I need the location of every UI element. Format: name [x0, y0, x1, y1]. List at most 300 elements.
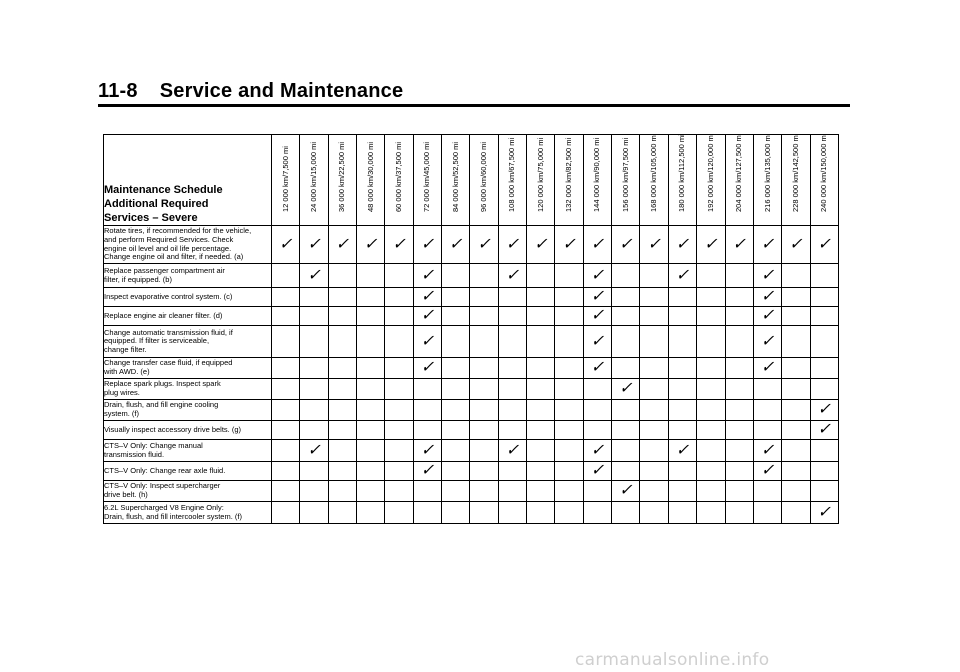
interval-label: 168 000 km/105,000 mi	[649, 133, 659, 212]
schedule-cell	[413, 358, 441, 379]
schedule-cell	[810, 288, 838, 307]
schedule-cell	[782, 264, 810, 288]
schedule-cell	[470, 379, 498, 400]
check-mark-icon: ✓	[307, 264, 321, 284]
schedule-cell	[470, 226, 498, 264]
schedule-cell	[555, 421, 583, 440]
schedule-cell	[725, 462, 753, 481]
schedule-cell	[583, 264, 611, 288]
service-line: 6.2L Supercharged V8 Engine Only:	[104, 502, 224, 512]
schedule-cell	[640, 502, 668, 524]
check-mark-icon: ✓	[562, 233, 576, 253]
interval-label: 216 000 km/135,000 mi	[762, 133, 772, 212]
interval-header	[413, 135, 441, 226]
schedule-cell	[668, 288, 696, 307]
interval-label: 132 000 km/82,500 mi	[564, 137, 574, 212]
schedule-cell	[357, 421, 385, 440]
schedule-cell	[640, 400, 668, 421]
schedule-cell	[385, 226, 413, 264]
schedule-cell	[527, 400, 555, 421]
table-row	[104, 462, 839, 481]
check-mark-icon: ✓	[477, 233, 491, 253]
schedule-cell	[725, 307, 753, 326]
interval-label: 156 000 km/97,500 mi	[620, 137, 630, 212]
check-mark-icon: ✓	[420, 330, 435, 350]
schedule-cell	[272, 462, 300, 481]
check-mark-icon: ✓	[590, 357, 605, 376]
schedule-cell	[442, 440, 470, 462]
schedule-cell	[272, 326, 300, 358]
schedule-cell	[782, 481, 810, 502]
service-line: Change engine oil and filter, if needed. (a)	[104, 252, 244, 262]
schedule-cell	[583, 379, 611, 400]
schedule-cell	[385, 502, 413, 524]
service-description	[104, 421, 272, 440]
schedule-cell	[272, 421, 300, 440]
service-line: CTS–V Only: Inspect supercharger	[104, 481, 221, 491]
table-row	[104, 440, 839, 462]
check-mark-icon: ✓	[420, 305, 435, 324]
schedule-cell	[470, 288, 498, 307]
service-description	[104, 358, 272, 379]
service-description	[104, 440, 272, 462]
schedule-cell	[697, 462, 725, 481]
schedule-cell	[612, 440, 640, 462]
service-description	[104, 264, 272, 288]
check-mark-icon: ✓	[760, 305, 775, 324]
schedule-cell	[357, 462, 385, 481]
service-description	[104, 307, 272, 326]
schedule-cell	[640, 226, 668, 264]
check-mark-icon: ✓	[335, 233, 350, 253]
schedule-cell	[640, 440, 668, 462]
schedule-cell	[782, 440, 810, 462]
interval-header	[583, 135, 611, 226]
schedule-cell	[385, 264, 413, 288]
schedule-cell	[725, 326, 753, 358]
schedule-cell	[328, 481, 356, 502]
schedule-cell	[753, 462, 781, 481]
interval-label: 48 000 km/30,000 mi	[365, 141, 375, 212]
interval-label: 192 000 km/120,000 mi	[705, 133, 715, 212]
interval-label: 84 000 km/52,500 mi	[450, 141, 460, 212]
schedule-cell	[498, 481, 526, 502]
schedule-cell	[357, 379, 385, 400]
interval-label: 12 000 km/7,500 mi	[280, 146, 290, 212]
check-mark-icon: ✓	[420, 439, 435, 459]
schedule-cell	[668, 307, 696, 326]
service-line: filter, if equipped. (b)	[104, 274, 172, 284]
schedule-cell	[272, 288, 300, 307]
schedule-cell	[498, 307, 526, 326]
schedule-cell	[725, 264, 753, 288]
schedule-cell	[470, 326, 498, 358]
schedule-cell	[498, 462, 526, 481]
service-line: Drain, flush, and fill intercooler system. (f)	[104, 511, 242, 521]
interval-label: 96 000 km/60,000 mi	[479, 141, 489, 212]
schedule-cell	[328, 440, 356, 462]
table-row	[104, 379, 839, 400]
schedule-cell	[527, 358, 555, 379]
schedule-cell	[272, 264, 300, 288]
schedule-cell	[527, 264, 555, 288]
check-mark-icon: ✓	[505, 439, 520, 459]
schedule-cell	[810, 307, 838, 326]
schedule-cell	[725, 421, 753, 440]
interval-header	[782, 135, 810, 226]
schedule-cell	[555, 481, 583, 502]
schedule-cell	[300, 358, 328, 379]
schedule-cell	[498, 326, 526, 358]
schedule-cell	[555, 226, 583, 264]
schedule-cell	[357, 358, 385, 379]
schedule-cell	[272, 400, 300, 421]
schedule-cell	[810, 358, 838, 379]
table-row	[104, 502, 839, 524]
check-mark-icon: ✓	[505, 264, 520, 284]
service-line: system. (f)	[104, 409, 139, 418]
schedule-cell	[527, 288, 555, 307]
schedule-cell	[385, 379, 413, 400]
check-mark-icon: ✓	[704, 233, 718, 253]
check-mark-icon: ✓	[590, 460, 605, 479]
schedule-cell	[328, 502, 356, 524]
schedule-cell	[810, 379, 838, 400]
check-mark-icon: ✓	[619, 378, 633, 397]
service-line: with AWD. (e)	[104, 367, 150, 376]
schedule-cell	[612, 358, 640, 379]
check-mark-icon: ✓	[392, 233, 406, 253]
service-line: CTS–V Only: Change manual	[104, 440, 203, 450]
schedule-cell	[810, 502, 838, 524]
check-mark-icon: ✓	[420, 460, 435, 479]
check-mark-icon: ✓	[675, 233, 690, 253]
schedule-cell	[753, 379, 781, 400]
schedule-cell	[668, 502, 696, 524]
schedule-cell	[555, 440, 583, 462]
schedule-cell	[442, 502, 470, 524]
interval-header	[810, 135, 838, 226]
schedule-cell	[470, 400, 498, 421]
schedule-cell	[753, 481, 781, 502]
schedule-cell	[527, 462, 555, 481]
service-line: CTS–V Only: Change rear axle fluid.	[104, 465, 226, 475]
schedule-cell	[810, 400, 838, 421]
schedule-cell	[470, 462, 498, 481]
schedule-cell	[782, 226, 810, 264]
schedule-cell	[413, 462, 441, 481]
check-mark-icon: ✓	[817, 399, 831, 418]
service-line: Replace engine air cleaner filter. (d)	[104, 310, 223, 320]
schedule-cell	[725, 400, 753, 421]
schedule-cell	[753, 226, 781, 264]
schedule-cell	[385, 462, 413, 481]
interval-header	[555, 135, 583, 226]
schedule-cell	[527, 481, 555, 502]
schedule-cell	[583, 326, 611, 358]
schedule-cell	[470, 264, 498, 288]
check-mark-icon: ✓	[760, 330, 775, 350]
schedule-cell	[413, 264, 441, 288]
schedule-cell	[328, 421, 356, 440]
schedule-cell	[640, 462, 668, 481]
schedule-cell	[413, 379, 441, 400]
interval-label: 108 000 km/67,500 mi	[507, 137, 517, 212]
check-mark-icon: ✓	[817, 233, 831, 253]
interval-header	[668, 135, 696, 226]
schedule-cell	[640, 288, 668, 307]
schedule-cell	[583, 502, 611, 524]
schedule-cell	[612, 421, 640, 440]
schedule-cell	[753, 264, 781, 288]
schedule-cell	[470, 307, 498, 326]
schedule-cell	[470, 421, 498, 440]
schedule-cell	[583, 462, 611, 481]
check-mark-icon: ✓	[647, 233, 661, 253]
schedule-cell	[328, 379, 356, 400]
schedule-cell	[782, 502, 810, 524]
schedule-cell	[357, 440, 385, 462]
interval-header-row	[104, 135, 839, 226]
page-title: Service and Maintenance	[159, 80, 404, 102]
schedule-cell	[583, 288, 611, 307]
schedule-cell	[782, 400, 810, 421]
schedule-cell	[640, 421, 668, 440]
check-mark-icon: ✓	[449, 233, 463, 253]
schedule-cell	[725, 440, 753, 462]
schedule-cell	[668, 264, 696, 288]
schedule-cell	[668, 379, 696, 400]
schedule-cell	[413, 421, 441, 440]
schedule-cell	[442, 462, 470, 481]
schedule-cell	[612, 481, 640, 502]
service-description	[104, 379, 272, 400]
schedule-cell	[555, 264, 583, 288]
table-row	[104, 288, 839, 307]
interval-label: 144 000 km/90,000 mi	[592, 137, 602, 212]
schedule-cell	[753, 421, 781, 440]
schedule-cell	[442, 421, 470, 440]
schedule-cell	[300, 288, 328, 307]
schedule-cell	[640, 358, 668, 379]
schedule-cell	[697, 440, 725, 462]
schedule-cell	[300, 226, 328, 264]
schedule-cell	[442, 288, 470, 307]
schedule-cell	[612, 226, 640, 264]
schedule-cell	[272, 226, 300, 264]
check-mark-icon: ✓	[534, 233, 548, 253]
schedule-cell	[413, 440, 441, 462]
schedule-cell	[583, 421, 611, 440]
interval-label: 24 000 km/15,000 mi	[309, 141, 319, 212]
schedule-cell	[413, 288, 441, 307]
schedule-cell	[470, 502, 498, 524]
schedule-cell	[640, 264, 668, 288]
interval-label: 72 000 km/45,000 mi	[422, 141, 432, 212]
schedule-cell	[697, 400, 725, 421]
schedule-cell	[697, 326, 725, 358]
service-line: change filter.	[104, 344, 147, 354]
interval-label: 240 000 km/150,000 mi	[819, 133, 829, 212]
schedule-cell	[442, 400, 470, 421]
schedule-cell	[753, 502, 781, 524]
interval-label: 120 000 km/75,000 mi	[535, 137, 545, 212]
table-row	[104, 400, 839, 421]
schedule-cell	[498, 358, 526, 379]
schedule-cell	[583, 307, 611, 326]
schedule-cell	[272, 307, 300, 326]
schedule-cell	[583, 226, 611, 264]
schedule-cell	[697, 421, 725, 440]
schedule-cell	[357, 326, 385, 358]
schedule-cell	[782, 288, 810, 307]
service-line: Replace spark plugs. Inspect spark	[104, 379, 221, 389]
schedule-cell	[668, 481, 696, 502]
schedule-cell	[442, 481, 470, 502]
check-mark-icon: ✓	[420, 286, 435, 305]
schedule-cell	[697, 481, 725, 502]
service-line: transmission fluid.	[104, 449, 165, 459]
check-mark-icon: ✓	[760, 439, 775, 459]
schedule-cell	[583, 481, 611, 502]
interval-header	[753, 135, 781, 226]
schedule-cell	[668, 226, 696, 264]
schedule-cell	[300, 481, 328, 502]
service-line: engine oil level and oil life percentage.	[104, 243, 232, 253]
schedule-cell	[470, 481, 498, 502]
check-mark-icon: ✓	[619, 233, 633, 253]
table-title-line: Services – Severe	[104, 212, 198, 224]
check-mark-icon: ✓	[760, 357, 775, 376]
service-line: Drain, flush, and fill engine cooling	[104, 400, 219, 410]
schedule-cell	[640, 481, 668, 502]
schedule-cell	[357, 481, 385, 502]
check-mark-icon: ✓	[278, 233, 293, 253]
schedule-cell	[527, 326, 555, 358]
schedule-cell	[753, 358, 781, 379]
page-number: 11-8	[98, 80, 138, 102]
schedule-cell	[328, 288, 356, 307]
check-mark-icon: ✓	[505, 233, 520, 253]
service-line: Change automatic transmission fluid, if	[104, 327, 233, 337]
schedule-cell	[498, 421, 526, 440]
schedule-cell	[385, 440, 413, 462]
schedule-cell	[413, 326, 441, 358]
schedule-cell	[527, 307, 555, 326]
schedule-cell	[300, 326, 328, 358]
table-row	[104, 326, 839, 358]
schedule-cell	[668, 400, 696, 421]
schedule-cell	[725, 358, 753, 379]
schedule-cell	[753, 307, 781, 326]
schedule-cell	[555, 288, 583, 307]
schedule-cell	[300, 462, 328, 481]
schedule-cell	[442, 307, 470, 326]
schedule-cell	[810, 440, 838, 462]
schedule-cell	[442, 358, 470, 379]
schedule-cell	[782, 379, 810, 400]
schedule-cell	[697, 502, 725, 524]
schedule-cell	[612, 264, 640, 288]
schedule-cell	[413, 400, 441, 421]
service-line: Replace passenger compartment air	[104, 265, 225, 275]
schedule-cell	[725, 379, 753, 400]
service-description	[104, 462, 272, 481]
interval-label: 180 000 km/112,500 mi	[677, 134, 687, 212]
table-row	[104, 226, 839, 264]
check-mark-icon: ✓	[760, 286, 775, 305]
service-description	[104, 502, 272, 524]
schedule-cell	[413, 481, 441, 502]
schedule-cell	[442, 379, 470, 400]
page-header	[98, 80, 403, 103]
schedule-cell	[328, 307, 356, 326]
schedule-cell	[668, 358, 696, 379]
check-mark-icon: ✓	[420, 233, 435, 253]
table-row	[104, 358, 839, 379]
interval-header	[272, 135, 300, 226]
check-mark-icon: ✓	[590, 233, 605, 253]
schedule-cell	[357, 288, 385, 307]
schedule-cell	[470, 358, 498, 379]
schedule-cell	[300, 440, 328, 462]
schedule-cell	[498, 440, 526, 462]
footer-watermark: carmanualsonline.info	[575, 650, 770, 670]
schedule-cell	[357, 264, 385, 288]
schedule-cell	[668, 326, 696, 358]
schedule-cell	[272, 502, 300, 524]
table-title-line: Additional Required	[104, 198, 209, 210]
schedule-cell	[753, 326, 781, 358]
check-mark-icon: ✓	[817, 419, 831, 438]
schedule-cell	[668, 440, 696, 462]
schedule-cell	[725, 481, 753, 502]
interval-header	[300, 135, 328, 226]
table-title	[104, 135, 272, 226]
table-row	[104, 481, 839, 502]
schedule-cell	[810, 326, 838, 358]
maintenance-schedule-table	[103, 134, 839, 524]
interval-header	[640, 135, 668, 226]
schedule-cell	[697, 288, 725, 307]
schedule-cell	[555, 358, 583, 379]
schedule-cell	[668, 421, 696, 440]
schedule-cell	[697, 226, 725, 264]
schedule-cell	[583, 358, 611, 379]
check-mark-icon: ✓	[590, 330, 605, 350]
schedule-cell	[498, 226, 526, 264]
schedule-cell	[555, 379, 583, 400]
check-mark-icon: ✓	[789, 233, 803, 253]
schedule-cell	[612, 400, 640, 421]
schedule-cell	[300, 264, 328, 288]
schedule-cell	[385, 481, 413, 502]
schedule-cell	[668, 462, 696, 481]
service-line: and perform Required Services. Check	[104, 234, 234, 244]
service-description	[104, 226, 272, 264]
interval-header	[385, 135, 413, 226]
schedule-cell	[725, 226, 753, 264]
schedule-cell	[357, 307, 385, 326]
schedule-cell	[385, 421, 413, 440]
check-mark-icon: ✓	[420, 264, 435, 284]
interval-header	[442, 135, 470, 226]
schedule-cell	[498, 400, 526, 421]
schedule-cell	[413, 502, 441, 524]
schedule-cell	[753, 440, 781, 462]
schedule-cell	[782, 307, 810, 326]
schedule-cell	[697, 379, 725, 400]
